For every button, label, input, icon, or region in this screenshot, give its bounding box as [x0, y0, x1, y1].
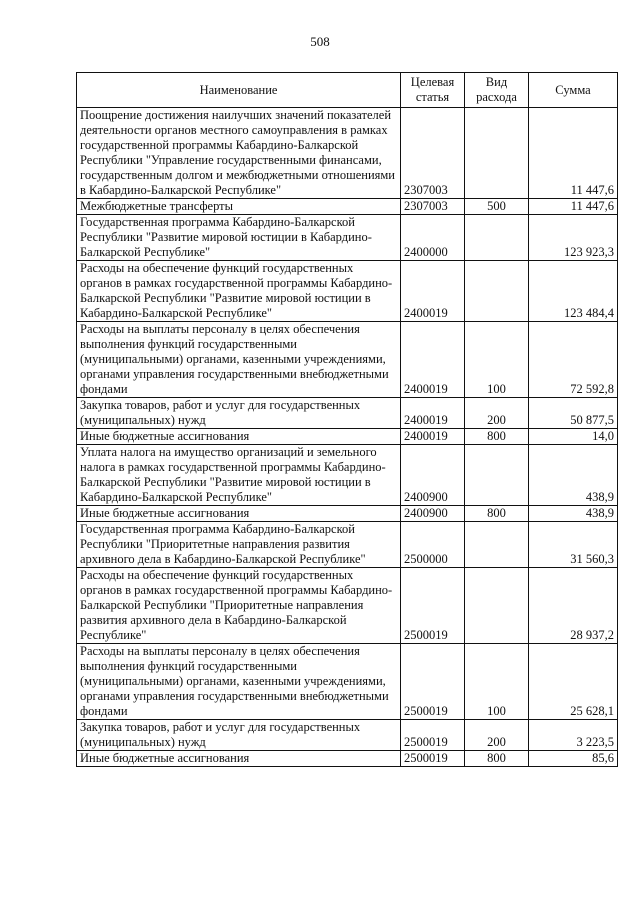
row-code: 2400019: [401, 322, 465, 398]
row-code: 2500000: [401, 522, 465, 568]
row-kind: 200: [465, 398, 529, 429]
row-name: Закупка товаров, работ и услуг для государственных (муниципальных) нужд: [77, 720, 401, 751]
row-sum: 50 877,5: [529, 398, 618, 429]
table-row: [77, 261, 618, 322]
row-kind: 500: [465, 199, 529, 215]
row-kind: 800: [465, 506, 529, 522]
row-code: 2400019: [401, 398, 465, 429]
row-kind: [465, 261, 529, 322]
row-name: Расходы на обеспечение функций государственных органов в рамках государственной программы Кабардино-Балкарской Республики "Приоритетные направления развития архивного дела в Кабардино-Балкарской Республике": [77, 568, 401, 644]
budget-table: [76, 72, 618, 767]
row-name: Государственная программа Кабардино-Балкарской Республики "Приоритетные направления развития архивного дела в Кабардино-Балкарской Республике": [77, 522, 401, 568]
row-sum: 11 447,6: [529, 199, 618, 215]
row-sum: 123 484,4: [529, 261, 618, 322]
row-name: Расходы на обеспечение функций государственных органов в рамках государственной программы Кабардино-Балкарской Республики "Развитие мировой юстиции в Кабардино-Балкарской Республике": [77, 261, 401, 322]
row-sum: 11 447,6: [529, 108, 618, 199]
row-code: 2500019: [401, 720, 465, 751]
row-kind: [465, 445, 529, 506]
table-row: [77, 522, 618, 568]
row-code: 2500019: [401, 644, 465, 720]
page-number: 508: [310, 34, 330, 49]
row-sum: 28 937,2: [529, 568, 618, 644]
row-name: Межбюджетные трансферты: [77, 199, 401, 215]
table-header-row: [77, 73, 618, 108]
row-kind: 800: [465, 429, 529, 445]
row-name: Уплата налога на имущество организаций и земельного налога в рамках государственной программы Кабардино-Балкарской Республики "Развитие мировой юстиции в Кабардино-Балкарской Республике": [77, 445, 401, 506]
table-row: [77, 751, 618, 767]
table-row: [77, 506, 618, 522]
row-kind: [465, 108, 529, 199]
row-kind: 100: [465, 644, 529, 720]
table-row: [77, 445, 618, 506]
row-code: 2400019: [401, 429, 465, 445]
row-kind: 100: [465, 322, 529, 398]
row-sum: 438,9: [529, 445, 618, 506]
table-row: [77, 398, 618, 429]
row-sum: 123 923,3: [529, 215, 618, 261]
table-row: [77, 215, 618, 261]
row-sum: 85,6: [529, 751, 618, 767]
row-kind: [465, 215, 529, 261]
table-row: [77, 199, 618, 215]
row-code: 2500019: [401, 751, 465, 767]
row-kind: [465, 568, 529, 644]
row-name: Поощрение достижения наилучших значений показателей деятельности органов местного самоуправления в рамках государственной программы Кабардино-Балкарской Республики "Управление государственными финансами, государственным долгом и межбюджетными отношениями в Кабардино-Балкарской Республике": [77, 108, 401, 199]
column-header-kind: Вид расхода: [465, 73, 529, 108]
row-code: 2400000: [401, 215, 465, 261]
row-code: 2400900: [401, 506, 465, 522]
table-row: [77, 644, 618, 720]
row-sum: 3 223,5: [529, 720, 618, 751]
column-header-name: Наименование: [77, 73, 401, 108]
row-sum: 14,0: [529, 429, 618, 445]
column-header-code: Целевая статья: [401, 73, 465, 108]
row-kind: 800: [465, 751, 529, 767]
row-name: Закупка товаров, работ и услуг для государственных (муниципальных) нужд: [77, 398, 401, 429]
row-name: Иные бюджетные ассигнования: [77, 429, 401, 445]
row-name: Расходы на выплаты персоналу в целях обеспечения выполнения функций государственными (муниципальными) органами, казенными учреждениями, органами управления государственными внебюджетными фондами: [77, 322, 401, 398]
row-code: 2307003: [401, 199, 465, 215]
row-sum: 72 592,8: [529, 322, 618, 398]
row-code: 2307003: [401, 108, 465, 199]
row-name: Расходы на выплаты персоналу в целях обеспечения выполнения функций государственными (муниципальными) органами, казенными учреждениями, органами управления государственными внебюджетными фондами: [77, 644, 401, 720]
row-name: Иные бюджетные ассигнования: [77, 751, 401, 767]
row-sum: 31 560,3: [529, 522, 618, 568]
table-row: [77, 429, 618, 445]
row-kind: 200: [465, 720, 529, 751]
row-kind: [465, 522, 529, 568]
row-code: 2400900: [401, 445, 465, 506]
column-header-sum: Сумма: [529, 73, 618, 108]
row-sum: 438,9: [529, 506, 618, 522]
row-sum: 25 628,1: [529, 644, 618, 720]
table-row: [77, 108, 618, 199]
row-name: Государственная программа Кабардино-Балкарской Республики "Развитие мировой юстиции в Кабардино-Балкарской Республике": [77, 215, 401, 261]
table-row: [77, 322, 618, 398]
table-row: [77, 568, 618, 644]
table-row: [77, 720, 618, 751]
row-code: 2500019: [401, 568, 465, 644]
row-name: Иные бюджетные ассигнования: [77, 506, 401, 522]
row-code: 2400019: [401, 261, 465, 322]
